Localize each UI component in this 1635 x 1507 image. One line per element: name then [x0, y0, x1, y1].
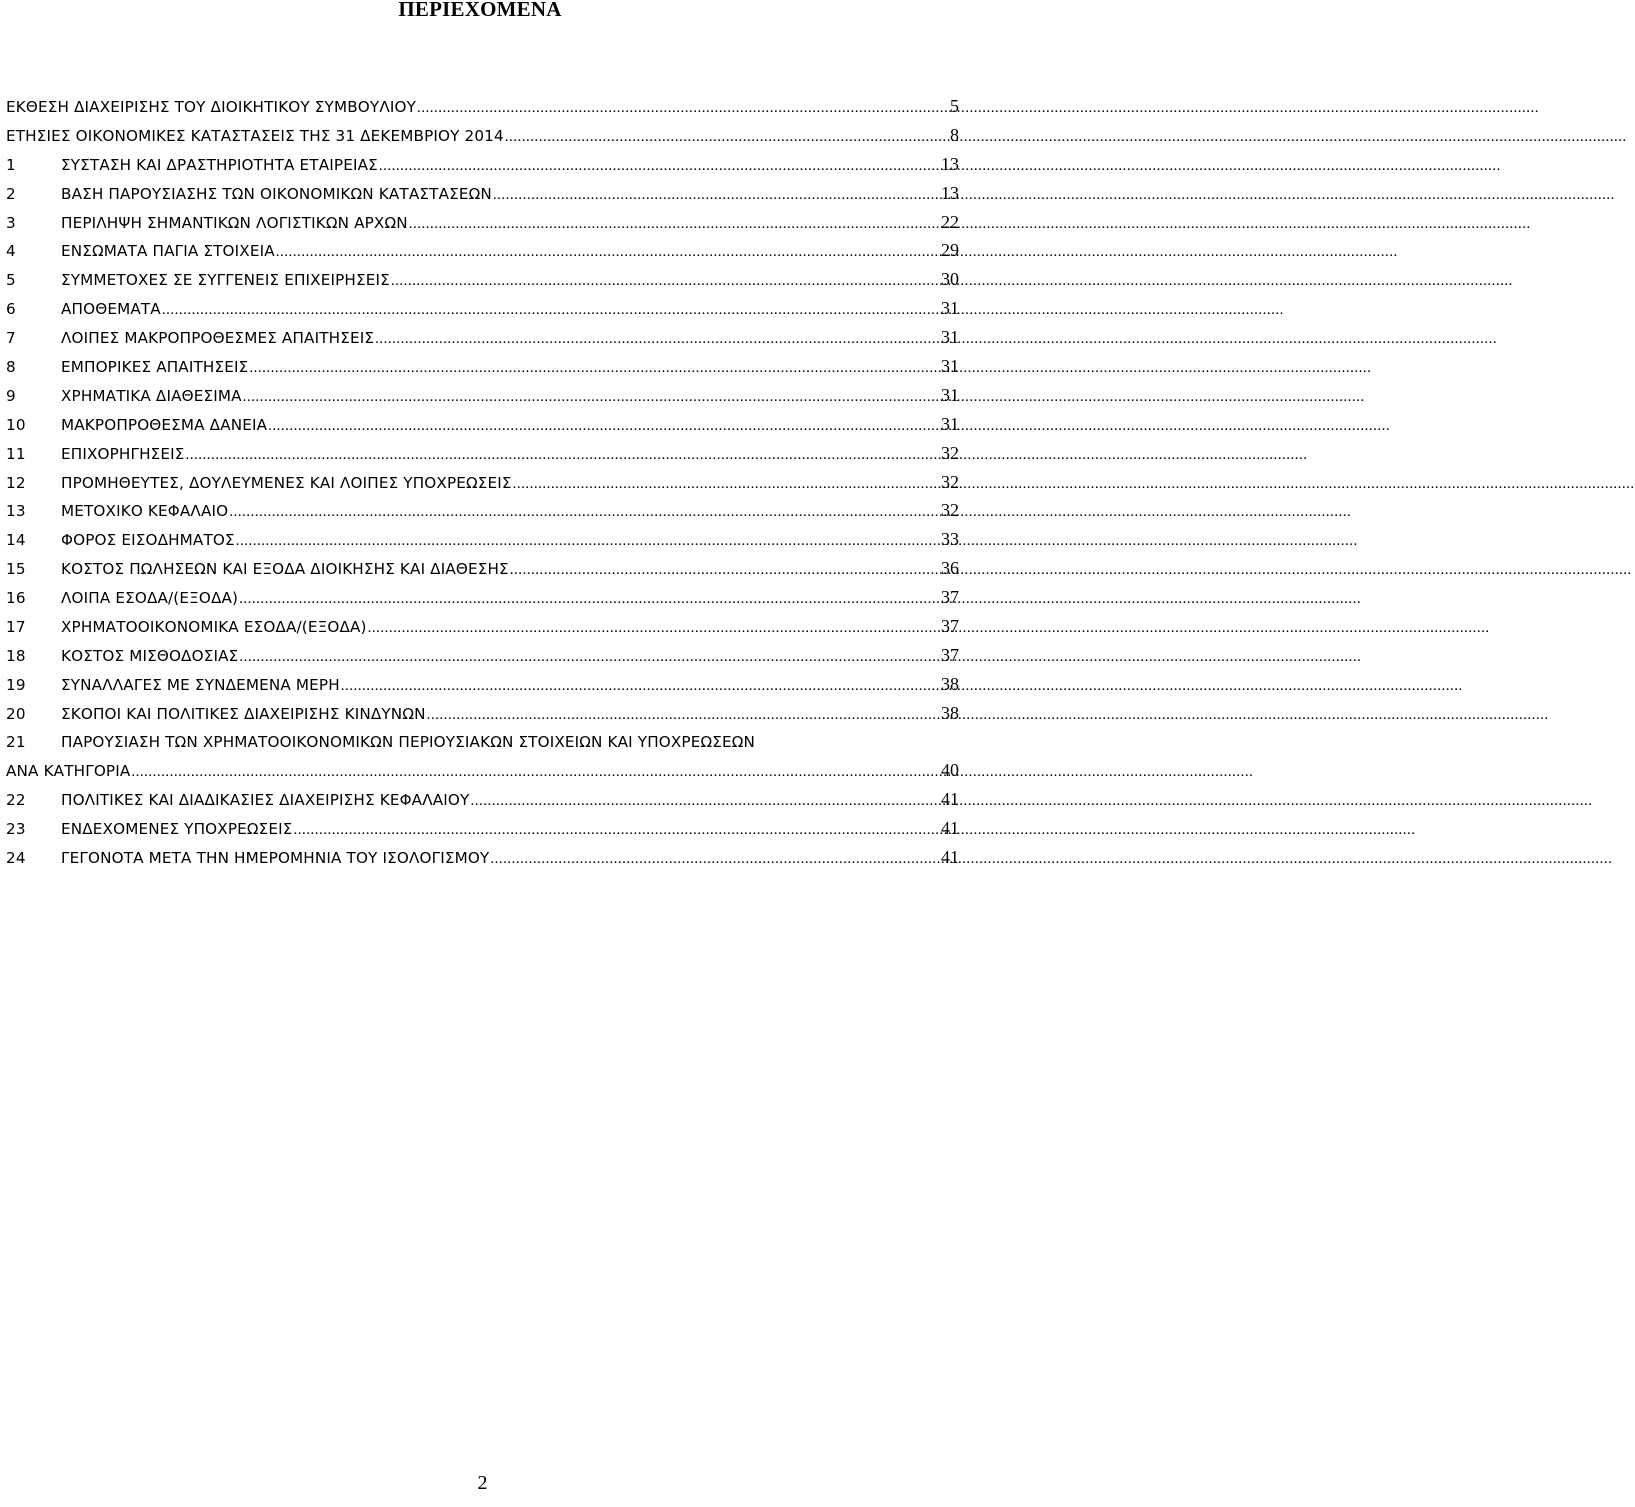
toc-entry[interactable] [6, 699, 959, 728]
dot-leader [417, 94, 947, 123]
toc-entry[interactable] [6, 121, 959, 150]
toc-entry-page: 41 [941, 789, 959, 810]
toc-entry[interactable] [6, 439, 959, 468]
toc-entry[interactable] [6, 179, 959, 208]
toc-entry[interactable] [6, 352, 959, 381]
toc-entry-page: 32 [941, 471, 959, 492]
toc-entry[interactable] [6, 554, 959, 583]
dot-leader [131, 758, 938, 787]
toc-entry-number: 21 [6, 732, 26, 751]
toc-entry[interactable] [6, 150, 959, 179]
toc-entry-page: 37 [941, 616, 959, 637]
toc-entry-page: 8 [950, 124, 959, 145]
dot-leader [268, 412, 938, 441]
toc-entry-title: ΕΤΗΣΙΕΣ ΟΙΚΟΝΟΜΙΚΕΣ ΚΑΤΑΣΤΑΣΕΙΣ ΤΗΣ 31 ΔΕΚΕΜΒΡΙΟΥ 2014 [6, 126, 504, 145]
page-number: 2 [477, 1472, 488, 1494]
dot-leader [162, 296, 938, 325]
toc-entry-page: 37 [941, 587, 959, 608]
toc-entry-title: ΚΟΣΤΟΣ ΜΙΣΘΟΔΟΣΙΑΣ [61, 646, 239, 665]
toc-entry-title: ΛΟΙΠΑ ΕΣΟΔΑ/(ΕΞΟΔΑ) [61, 589, 239, 608]
dot-leader [427, 701, 938, 730]
dot-leader [510, 556, 938, 585]
dot-leader [409, 210, 938, 239]
dot-leader [341, 672, 938, 701]
toc-entry-page: 37 [941, 644, 959, 665]
toc-entry-number: 23 [6, 820, 26, 839]
toc-entry[interactable] [6, 323, 959, 352]
toc-entry-number: 10 [6, 415, 26, 434]
toc-entry-number: 13 [6, 502, 26, 521]
toc-entry-number: 5 [6, 271, 16, 290]
toc-entry-title: ΑΠΟΘΕΜΑΤΑ [61, 300, 161, 319]
toc-entry-number: 22 [6, 791, 26, 810]
dot-leader [493, 181, 938, 210]
table-of-contents [6, 92, 959, 872]
toc-entry-number: 15 [6, 560, 26, 579]
dot-leader [490, 845, 938, 874]
toc-entry[interactable] [6, 583, 959, 612]
toc-entry-page: 41 [941, 847, 959, 868]
toc-entry-title: ΠΑΡΟΥΣΙΑΣΗ ΤΩΝ ΧΡΗΜΑΤΟΟΙΚΟΝΟΜΙΚΩΝ ΠΕΡΙΟΥΣΙΑΚΩΝ ΣΤΟΙΧΕΙΩΝ ΚΑΙ ΥΠΟΧΡΕΩΣΕΩΝ [61, 732, 755, 751]
dot-leader [236, 527, 938, 556]
toc-entry-number: 8 [6, 358, 16, 377]
toc-entry-page: 31 [941, 384, 959, 405]
toc-entry-page: 5 [950, 96, 959, 116]
toc-entry[interactable] [6, 208, 959, 237]
toc-entry-title: ΕΝΣΩΜΑΤΑ ΠΑΓΙΑ ΣΤΟΙΧΕΙΑ [61, 242, 275, 261]
toc-entry-page: 29 [941, 240, 959, 261]
toc-entry[interactable] [6, 92, 959, 121]
dot-leader [229, 498, 938, 527]
toc-entry-number: 17 [6, 618, 26, 637]
toc-entry-number: 12 [6, 473, 26, 492]
toc-entry-title: ΠΡΟΜΗΘΕΥΤΕΣ, ΔΟΥΛΕΥΜΕΝΕΣ ΚΑΙ ΛΟΙΠΕΣ ΥΠΟΧΡΕΩΣΕΙΣ [61, 473, 512, 492]
toc-entry-page: 32 [941, 442, 959, 463]
toc-entry-number: 19 [6, 675, 26, 694]
toc-entry-title: ΠΟΛΙΤΙΚΕΣ ΚΑΙ ΔΙΑΔΙΚΑΣΙΕΣ ΔΙΑΧΕΙΡΙΣΗΣ ΚΕΦΑΛΑΙΟΥ [61, 791, 470, 810]
toc-entry-title: ΠΕΡΙΛΗΨΗ ΣΗΜΑΝΤΙΚΩΝ ΛΟΓΙΣΤΙΚΩΝ ΑΡΧΩΝ [61, 213, 408, 232]
toc-entry-title: ΚΟΣΤΟΣ ΠΩΛΗΣΕΩΝ ΚΑΙ ΕΞΟΔΑ ΔΙΟΙΚΗΣΗΣ ΚΑΙ ΔΙΑΘΕΣΗΣ [61, 560, 509, 579]
toc-entry-page: 40 [941, 760, 959, 781]
toc-entry[interactable] [6, 381, 959, 410]
toc-entry-number: 16 [6, 589, 26, 608]
toc-entry-title-continued: ΑΝΑ ΚΑΤΗΓΟΡΙΑ [6, 762, 131, 781]
toc-entry[interactable] [6, 612, 959, 641]
toc-entry-number: 24 [6, 849, 26, 868]
dot-leader [513, 470, 938, 499]
toc-entry-number: 14 [6, 531, 26, 550]
toc-entry-title: ΕΠΙΧΟΡΗΓΗΣΕΙΣ [61, 444, 185, 463]
dot-leader [276, 238, 938, 267]
toc-entry[interactable] [6, 814, 959, 843]
toc-entry-number: 2 [6, 184, 16, 203]
dot-leader [379, 152, 938, 181]
toc-entry-title: ΕΜΠΟΡΙΚΕΣ ΑΠΑΙΤΗΣΕΙΣ [61, 358, 249, 377]
toc-entry-number: 11 [6, 444, 26, 463]
toc-entry[interactable] [6, 236, 959, 265]
dot-leader [186, 441, 938, 470]
dot-leader [243, 383, 938, 412]
toc-entry-number: 6 [6, 300, 16, 319]
dot-leader [294, 816, 938, 845]
toc-entry-title: ΛΟΙΠΕΣ ΜΑΚΡΟΠΡΟΘΕΣΜΕΣ ΑΠΑΙΤΗΣΕΙΣ [61, 329, 375, 348]
toc-entry-title: ΧΡΗΜΑΤΟΟΙΚΟΝΟΜΙΚΑ ΕΣΟΔΑ/(ΕΞΟΔΑ) [61, 618, 367, 637]
toc-entry-page: 30 [941, 269, 959, 290]
toc-entry[interactable] [6, 265, 959, 294]
toc-entry-title: ΦΟΡΟΣ ΕΙΣΟΔΗΜΑΤΟΣ [61, 531, 235, 550]
toc-entry-number: 7 [6, 329, 16, 348]
toc-entry-title: ΕΝΔΕΧΟΜΕΝΕΣ ΥΠΟΧΡΕΩΣΕΙΣ [61, 820, 293, 839]
toc-entry-page: 41 [941, 818, 959, 839]
toc-entry[interactable] [6, 410, 959, 439]
toc-entry-page: 31 [941, 413, 959, 434]
toc-entry[interactable] [6, 728, 959, 786]
toc-entry[interactable] [6, 670, 959, 699]
toc-entry-title: ΜΑΚΡΟΠΡΟΘΕΣΜΑ ΔΑΝΕΙΑ [61, 415, 268, 434]
toc-entry[interactable] [6, 468, 959, 497]
toc-entry-page: 22 [941, 211, 959, 232]
toc-entry-page: 36 [941, 558, 959, 579]
toc-entry-page: 31 [941, 356, 959, 377]
toc-entry-title: ΜΕΤΟΧΙΚΟ ΚΕΦΑΛΑΙΟ [61, 502, 229, 521]
toc-entry-page: 38 [941, 673, 959, 694]
dot-leader [249, 354, 938, 383]
toc-entry-number: 20 [6, 704, 26, 723]
dot-leader [505, 123, 947, 152]
dot-leader [239, 585, 938, 614]
dot-leader [470, 787, 938, 816]
toc-entry-number: 9 [6, 386, 16, 405]
toc-entry-page: 31 [941, 298, 959, 319]
toc-entry[interactable] [6, 525, 959, 554]
toc-entry-title: ΕΚΘΕΣΗ ΔΙΑΧΕΙΡΙΣΗΣ ΤΟΥ ΔΙΟΙΚΗΤΙΚΟΥ ΣΥΜΒΟΥΛΙΟΥ [6, 98, 417, 116]
toc-entry-page: 32 [941, 500, 959, 521]
toc-entry-title: ΣΥΝΑΛΛΑΓΕΣ ΜΕ ΣΥΝΔΕΜΕΝΑ ΜΕΡΗ [61, 675, 340, 694]
toc-entry-number: 1 [6, 155, 16, 174]
toc-entry-title: ΣΥΣΤΑΣΗ ΚΑΙ ΔΡΑΣΤΗΡΙΟΤΗΤΑ ΕΤΑΙΡΕΙΑΣ [61, 155, 378, 174]
toc-entry-page: 33 [941, 529, 959, 550]
toc-entry-page: 38 [941, 702, 959, 723]
dot-leader [375, 325, 938, 354]
toc-entry-title: ΧΡΗΜΑΤΙΚΑ ΔΙΑΘΕΣΙΜΑ [61, 386, 242, 405]
toc-entry-title: ΣΥΜΜΕΤΟΧΕΣ ΣΕ ΣΥΓΓΕΝΕΙΣ ΕΠΙΧΕΙΡΗΣΕΙΣ [61, 271, 390, 290]
toc-entry-title: ΒΑΣΗ ΠΑΡΟΥΣΙΑΣΗΣ ΤΩΝ ΟΙΚΟΝΟΜΙΚΩΝ ΚΑΤΑΣΤΑΣΕΩΝ [61, 184, 492, 203]
toc-entry[interactable] [6, 843, 959, 872]
dot-leader [368, 614, 938, 643]
toc-entry-page: 31 [941, 327, 959, 348]
toc-entry-title: ΣΚΟΠΟΙ ΚΑΙ ΠΟΛΙΤΙΚΕΣ ΔΙΑΧΕΙΡΙΣΗΣ ΚΙΝΔΥΝΩΝ [61, 704, 426, 723]
toc-entry-number: 4 [6, 242, 16, 261]
dot-leader [391, 267, 938, 296]
dot-leader [239, 643, 938, 672]
page-title: ΠΕΡΙΕΧΟΜΕΝΑ [398, 0, 562, 21]
toc-entry[interactable] [6, 294, 959, 323]
toc-entry-page: 13 [941, 153, 959, 174]
toc-entry-page: 13 [941, 182, 959, 203]
toc-entry[interactable] [6, 641, 959, 670]
toc-entry-number: 18 [6, 646, 26, 665]
toc-entry[interactable] [6, 785, 959, 814]
toc-entry[interactable] [6, 496, 959, 525]
toc-entry-title: ΓΕΓΟΝΟΤΑ ΜΕΤΑ ΤΗΝ ΗΜΕΡΟΜΗΝΙΑ ΤΟΥ ΙΣΟΛΟΓΙΣΜΟΥ [61, 849, 490, 868]
toc-entry-number: 3 [6, 213, 16, 232]
